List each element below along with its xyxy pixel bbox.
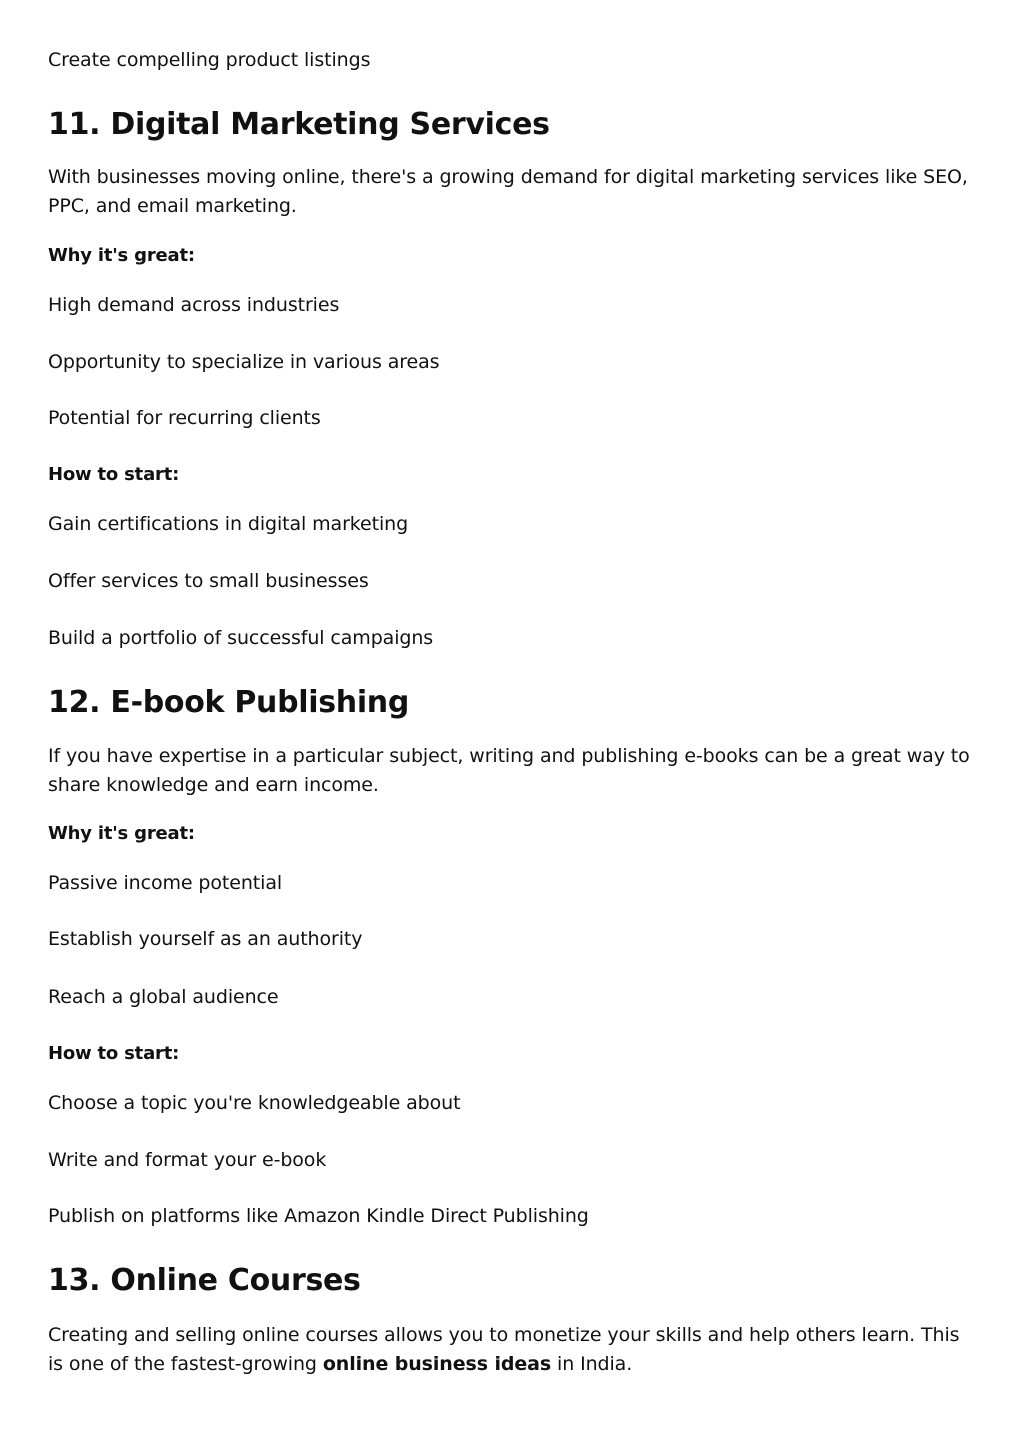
how-label: How to start:: [48, 464, 180, 485]
list-item: Gain certifications in digital marketing: [48, 513, 409, 535]
keyword-link[interactable]: online business ideas: [322, 1352, 552, 1375]
list-item: Create compelling product listings: [48, 49, 371, 71]
section-heading: 11. Digital Marketing Services: [48, 107, 550, 142]
description-text: in India.: [551, 1352, 633, 1375]
list-item: High demand across industries: [48, 294, 340, 316]
list-item: Publish on platforms like Amazon Kindle Direct Publishing: [48, 1205, 589, 1227]
list-item: Reach a global audience: [48, 986, 279, 1008]
list-item: Offer services to small businesses: [48, 570, 369, 592]
list-item: Write and format your e-book: [48, 1149, 327, 1171]
list-item: Potential for recurring clients: [48, 407, 321, 429]
list-item: Choose a topic you're knowledgeable about: [48, 1092, 461, 1114]
list-item: Establish yourself as an authority: [48, 928, 363, 950]
how-label: How to start:: [48, 1043, 180, 1064]
why-label: Why it's great:: [48, 245, 195, 266]
description-text: Creating and selling online courses allows you to monetize your skills and help others learn. This is one of the fastest-growing: [48, 1324, 960, 1375]
section-description: With businesses moving online, there's a growing demand for digital marketing services like SEO, PPC, and email marketing.: [48, 166, 968, 217]
section-heading: 12. E-book Publishing: [48, 685, 410, 720]
list-item: Opportunity to specialize in various areas: [48, 351, 440, 373]
section-description: [48, 1321, 976, 1378]
section-description: If you have expertise in a particular subject, writing and publishing e-books can be a great way to share knowledge and earn income.: [48, 745, 970, 796]
section-heading: 13. Online Courses: [48, 1263, 361, 1298]
list-item: Build a portfolio of successful campaigns: [48, 627, 434, 649]
why-label: Why it's great:: [48, 823, 195, 844]
list-item: Passive income potential: [48, 872, 283, 894]
